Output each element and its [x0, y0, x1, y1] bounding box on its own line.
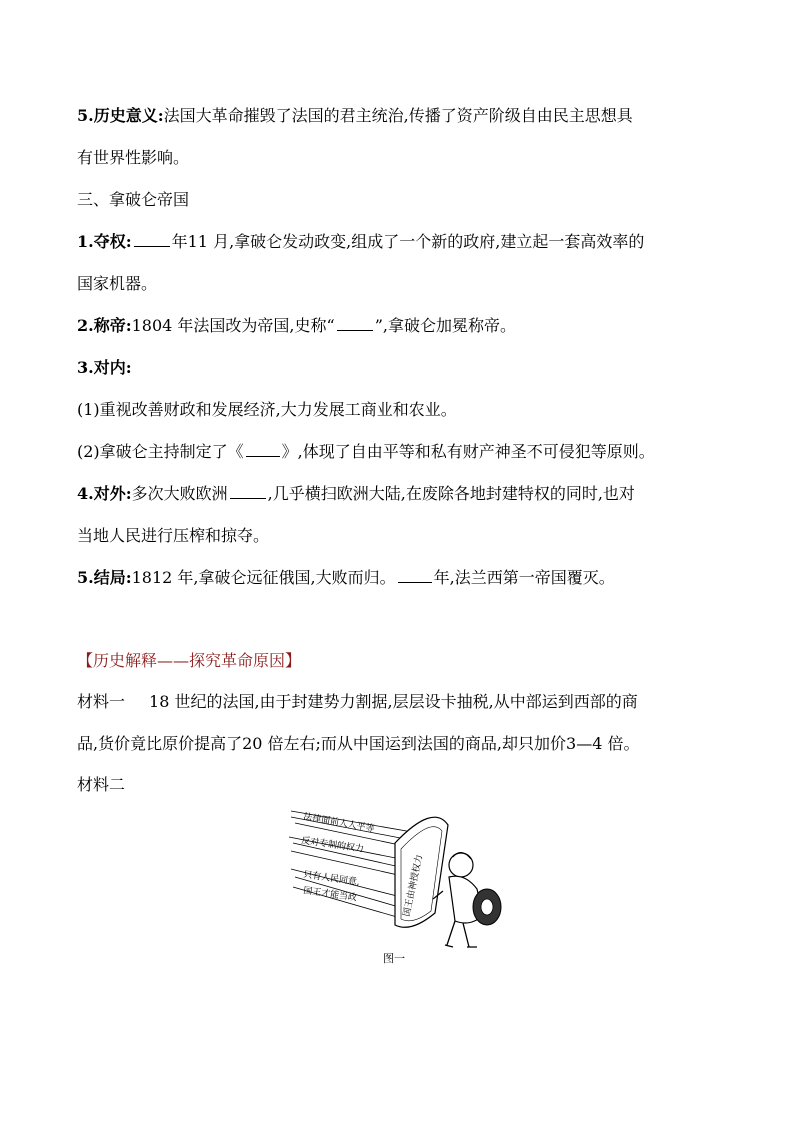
meaning-line-1 [77, 105, 633, 127]
meaning-label: 5.历史意义: [77, 106, 164, 125]
material-1-text-cont: 品,货价竟比原价提高了20 倍左右;而从中国运到法国的商品,却只加价3—4 倍。 [77, 734, 640, 753]
arrow-label-equality: 法律面前人人平等 [302, 812, 376, 835]
ending-label: 5.结局: [77, 568, 132, 587]
arrow-label-consent-2: 国王才能当政 [302, 886, 358, 904]
domestic-item-1 [77, 399, 457, 421]
material-2-line [77, 774, 125, 796]
cartoon-illustration [283, 803, 523, 953]
seize-power-text: 年11 月,拿破仑发动政变,组成了一个新的政府,建立起一套高效率的 [171, 232, 645, 251]
seize-power-label: 1.夺权: [77, 232, 132, 251]
material-1-line-2 [77, 733, 639, 755]
seize-power-text-cont: 国家机器。 [77, 274, 158, 293]
emperor-text-post: ”,拿破仑加冕称帝。 [374, 316, 516, 335]
ending-text-pre: 1812 年,拿破仑远征俄国,大败而归。 [131, 568, 396, 587]
ending-text-post: 年,法兰西第一帝国覆灭。 [433, 568, 615, 587]
foreign-text-pre: 多次大败欧洲 [131, 484, 228, 503]
emperor-line [77, 315, 516, 337]
domestic-item-2 [77, 441, 655, 463]
blank-code-name[interactable] [246, 441, 280, 457]
blank-year-coup[interactable] [134, 231, 170, 247]
meaning-text: 法国大革命摧毁了法国的君主统治,传播了资产阶级自由民主思想具 [163, 106, 633, 125]
blank-empire-fall-year[interactable] [398, 567, 432, 583]
foreign-line-1 [77, 483, 635, 505]
foreign-label: 4.对外: [77, 484, 132, 503]
domestic-item-2-post: 》,体现了自由平等和私有财产神圣不可侵犯等原则。 [281, 442, 655, 461]
blank-empire-name[interactable] [337, 315, 373, 331]
arrow-label-anti-tyranny: 反对专制的权力 [300, 836, 365, 855]
section-title [77, 189, 189, 211]
meaning-text-cont: 有世界性影响。 [77, 148, 190, 167]
section-title-text: 三、拿破仑帝国 [77, 190, 190, 209]
meaning-line-2 [77, 147, 189, 169]
material-1-line-1 [77, 691, 638, 713]
domestic-item-1-text: (1)重视改善财政和发展经济,大力发展工商业和农业。 [77, 400, 457, 419]
cartoon-figure [283, 803, 523, 968]
exercise-heading-text: 【历史解释——探究革命原因】 [77, 651, 302, 670]
shield-label: 国王由神授权力 [402, 853, 426, 918]
blank-coalition[interactable] [230, 483, 266, 499]
exercise-heading [77, 650, 301, 672]
domestic-line [77, 357, 132, 379]
seize-power-line-1 [77, 231, 644, 253]
seize-power-line-2 [77, 273, 157, 295]
emperor-text-pre: 1804 年法国改为帝国,史称“ [131, 316, 335, 335]
figure-legs [445, 921, 477, 947]
figure-caption: 图一 [383, 952, 405, 965]
foreign-line-2 [77, 525, 269, 547]
ending-line [77, 567, 615, 589]
domestic-item-2-pre: (2)拿破仑主持制定了《 [77, 442, 244, 461]
domestic-label: 3.对内: [77, 358, 132, 377]
material-2-label: 材料二 [77, 775, 126, 794]
emperor-label: 2.称帝: [77, 316, 132, 335]
foreign-text-post: ,几乎横扫欧洲大陆,在废除各地封建特权的同时,也对 [267, 484, 635, 503]
material-1-label: 材料一 [77, 692, 126, 711]
foreign-text-cont: 当地人民进行压榨和掠夺。 [77, 526, 270, 545]
arrow-label-consent-1: 只有人民同意, [302, 870, 361, 888]
material-1-text: 18 世纪的法国,由于封建势力割据,层层设卡抽税,从中部运到西部的商 [149, 692, 638, 711]
